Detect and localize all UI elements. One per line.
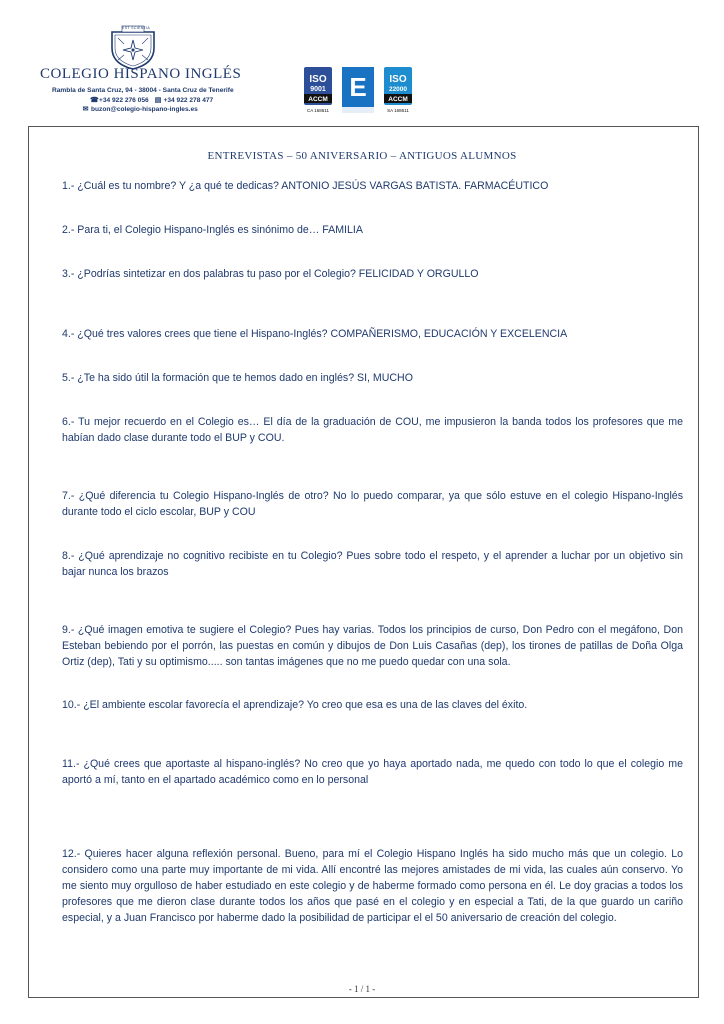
- qa-item-4: 4.- ¿Qué tres valores crees que tiene el Hispano-Inglés? COMPAÑERISMO, EDUCACIÓN Y EXCELENCIA: [62, 328, 568, 340]
- school-crest-logo: [108, 24, 158, 70]
- qa-item-12: 12.- Quieres hacer alguna reflexión personal. Bueno, para mí el Colegio Hispano Inglés ha sido mucho más que un colegio. Lo considero como una parte muy importante de mi vida. Allí encontré las mejores amistades de mi vida, las cuales aún conservo. Yo me siento muy orgulloso de haber estudiado en este colegio y de haberme formado como persona en él. Le doy gracias a todos los profesores que me dieron clase durante todos los años que pasé en el colegio y en especial a Tati, de la que guardo un cariño especial, y a Juan Francisco por haberme dado la posibilidad de participar el el 50 aniversario de creación del colegio.: [62, 848, 683, 924]
- qa-item-5: 5.- ¿Te ha sido útil la formación que te hemos dado en inglés? SI, MUCHO: [62, 372, 413, 384]
- svg-text:ISO: ISO: [389, 74, 407, 85]
- svg-text:CA 168611: CA 168611: [307, 108, 329, 113]
- document-title: ENTREVISTAS – 50 ANIVERSARIO – ANTIGUOS ALUMNOS: [207, 150, 517, 162]
- svg-text:9001: 9001: [310, 86, 326, 93]
- qa-item-7: 7.- ¿Qué diferencia tu Colegio Hispano-Inglés de otro? No lo puedo comparar, ya que sólo estuve en el colegio Hispano-Inglés durante todo el ciclo escolar, BUP y COU: [62, 490, 683, 518]
- envelope-icon: ✉: [82, 106, 89, 113]
- phone-number: +34 922 276 056: [99, 96, 149, 104]
- crest-motto: EST SCIENTIA: [122, 26, 151, 30]
- fax-number: +34 922 278 477: [163, 96, 214, 104]
- qa-item-9: 9.- ¿Qué imagen emotiva te sugiere el Colegio? Pues hay varias. Todos los principios de curso, Don Pedro con el megáfono, Don Esteban bebiendo por el porrón, las puestas en común y dibujos de Don Luis Casañas (dep), los tirones de patillas de Doña Olga Ortiz (dep), Tati y su optimismo..... son tantas imágenes que no me puedo quedar con una sola.: [62, 624, 683, 668]
- address: Rambla de Santa Cruz, 94 - 38004 - Santa Cruz de Tenerife: [52, 87, 234, 94]
- page-number: - 1 / 1 -: [348, 984, 376, 994]
- contact-block: [52, 86, 234, 115]
- svg-text:22000: 22000: [388, 86, 408, 93]
- letterhead: [0, 0, 724, 125]
- qa-item-3: 3.- ¿Podrías sintetizar en dos palabras tu paso por el Colegio? FELICIDAD Y ORGULLO: [62, 268, 479, 280]
- qa-item-6: 6.- Tu mejor recuerdo en el Colegio es… El día de la graduación de COU, me impusieron la banda todos los profesores que me habían dado clase durante todo el BUP y COU.: [62, 416, 683, 444]
- qa-item-1: 1.- ¿Cuál es tu nombre? Y ¿a qué te dedicas? ANTONIO JESÚS VARGAS BATISTA. FARMACÉUTICO: [62, 180, 549, 192]
- svg-text:SA 168611: SA 168611: [387, 108, 409, 113]
- european-excellence-badge: [341, 66, 375, 118]
- qa-item-8: 8.- ¿Qué aprendizaje no cognitivo recibiste en tu Colegio? Pues sobre todo el respeto, y el aprender a luchar por un objetivo sin bajar nunca los brazos: [62, 550, 683, 578]
- iso-9001-badge: [303, 66, 333, 118]
- qa-item-11: 11.- ¿Qué crees que aportaste al hispano-inglés? No creo que yo haya aportado nada, me quedo con todo lo que el colegio me aportó a mí, tanto en el apartado académico como en lo personal: [62, 758, 683, 786]
- email-row: [52, 105, 234, 115]
- fax-icon: ▤: [154, 96, 162, 104]
- school-name: COLEGIO HISPANO INGLÉS: [40, 66, 242, 82]
- qa-item-2: 2.- Para ti, el Colegio Hispano-Inglés es sinónimo de… FAMILIA: [62, 224, 363, 236]
- svg-text:ACCM: ACCM: [388, 96, 408, 103]
- email-link[interactable]: buzon@colegio-hispano-ingles.es: [91, 106, 198, 113]
- svg-text:ISO: ISO: [309, 74, 327, 85]
- iso-22000-badge: [383, 66, 413, 118]
- svg-text:ACCM: ACCM: [308, 96, 328, 103]
- phone-icon: ☎: [90, 96, 99, 104]
- qa-item-10: 10.- ¿El ambiente escolar favorecía el aprendizaje? Yo creo que esa es una de las claves del éxito.: [62, 699, 528, 711]
- phone-fax-row: [52, 96, 234, 106]
- svg-text:E: E: [349, 72, 367, 102]
